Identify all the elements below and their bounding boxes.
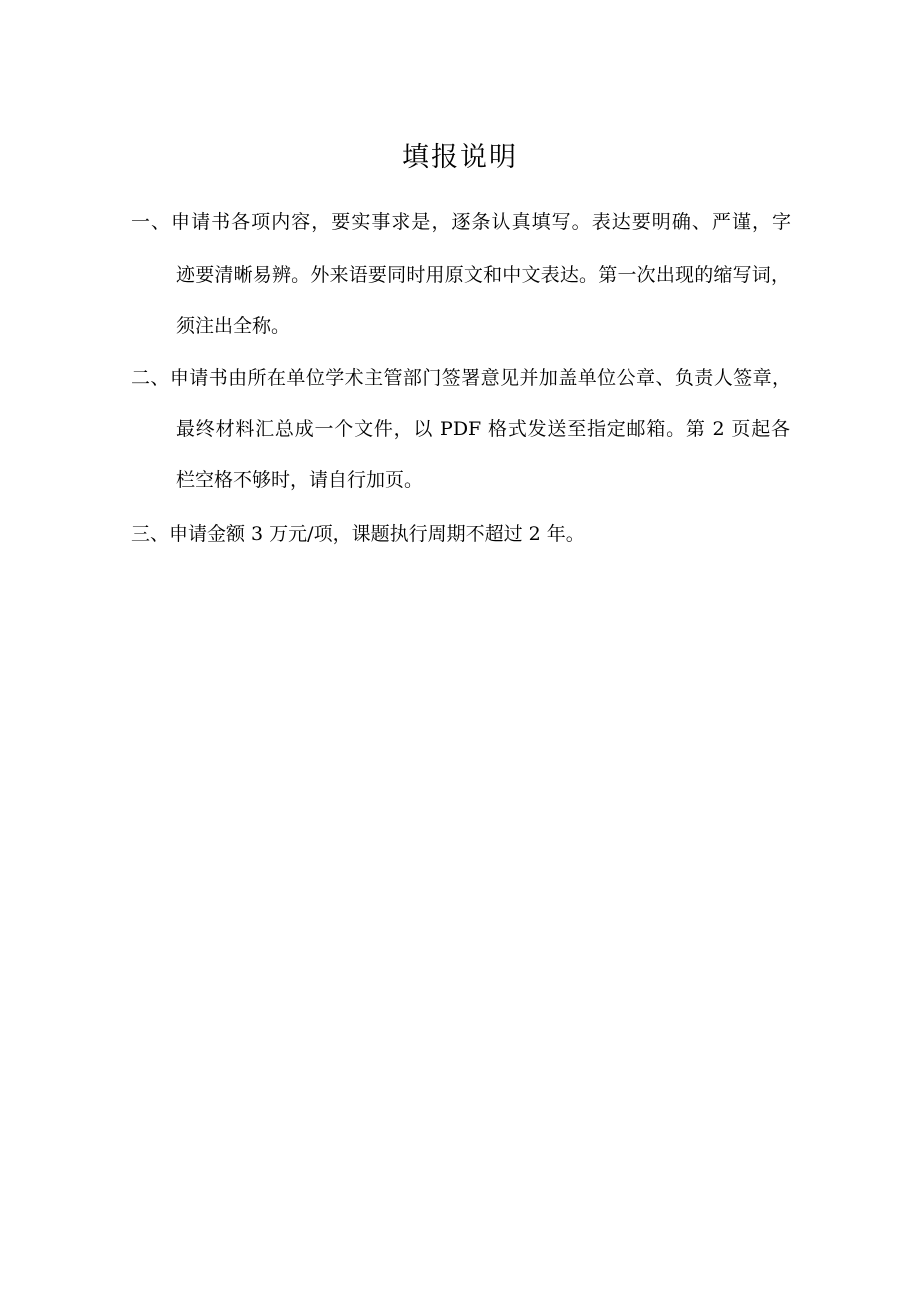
instruction-2-line-1: 二、申请书由所在单位学术主管部门签署意见并加盖单位公章、负责人签章， xyxy=(131,367,791,389)
instruction-2-line-2: 最终材料汇总成一个文件，以 PDF 格式发送至指定邮箱。第 2 页起各 xyxy=(176,418,790,440)
instruction-2-line-3: 栏空格不够时，请自行加页。 xyxy=(176,469,424,491)
instruction-1-line-1: 一、申请书各项内容，要实事求是，逐条认真填写。表达要明确、严谨，字 xyxy=(131,211,791,233)
instruction-1-line-3: 须注出全称。 xyxy=(176,315,291,337)
instruction-1-line-2: 迹要清晰易辨。外来语要同时用原文和中文表达。第一次出现的缩写词， xyxy=(176,264,790,286)
instruction-3-line-1: 三、申请金额 3 万元/项，课题执行周期不超过 2 年。 xyxy=(131,523,585,545)
page-title: 填报说明 xyxy=(402,142,518,173)
